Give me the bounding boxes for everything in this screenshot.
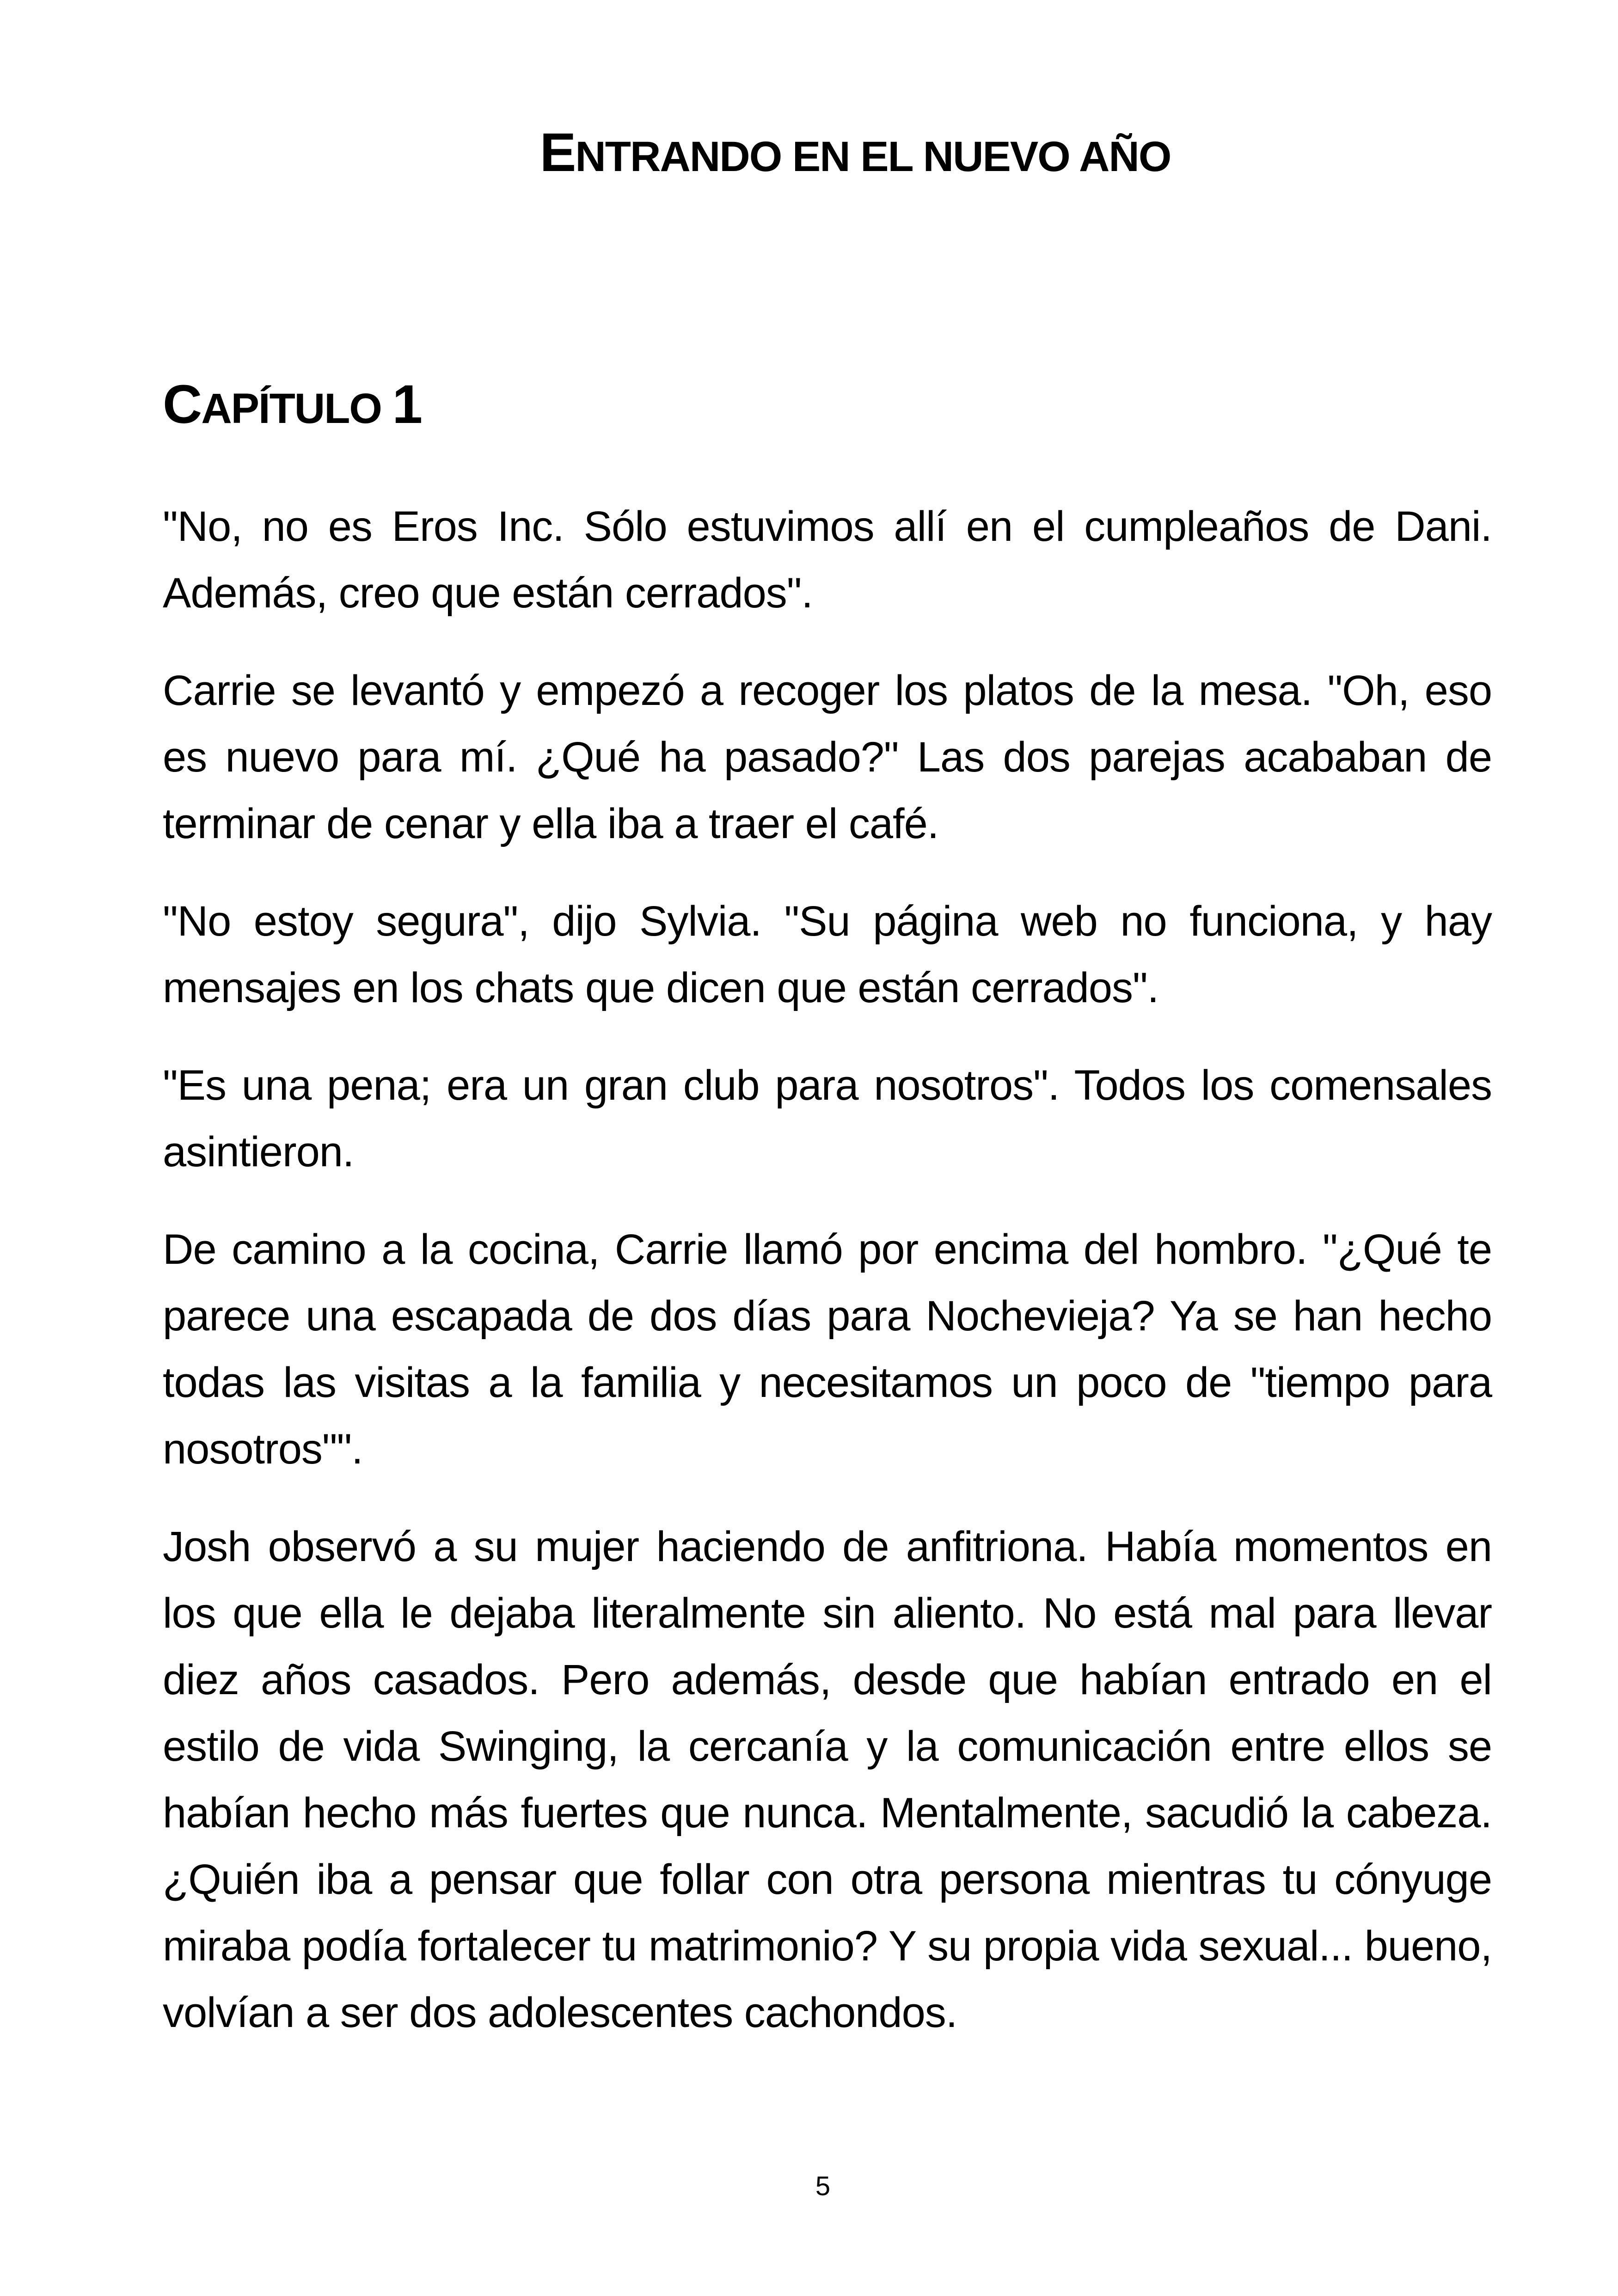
paragraph-2: Carrie se levantó y empezó a recoger los platos de la mesa. "Oh, eso es nuevo para mí. ¿Qué ha pasado?" Las dos parejas acababan de terminar de cenar y ella iba a traer el café. (163, 667, 1492, 847)
paragraph-1: "No, no es Eros Inc. Sólo estuvimos allí en el cumpleaños de Dani. Además, creo que están cerrados". (163, 503, 1492, 617)
book-title (0, 118, 1618, 191)
chapter-body (163, 493, 1492, 2077)
book-title-rest: NTRANDO EN EL NUEVO AÑO (575, 133, 1171, 180)
chapter-title-initial: C (163, 374, 202, 435)
chapter-number: 1 (392, 374, 422, 435)
paragraph-4: "Es una pena; era un gran club para nosotros". Todos los comensales asintieron. (163, 1062, 1492, 1176)
paragraph-6: Josh observó a su mujer haciendo de anfitriona. Había momentos en los que ella le dejaba literalmente sin aliento. No está mal para llevar diez años casados. Pero además, desde que habían entrado en el estilo de vida Swinging, la cercanía y la comunicación entre ellos se habían hecho más fuertes que nunca. Mentalmente, sacudió la cabeza. ¿Quién iba a pensar que follar con otra persona mientras tu cónyuge miraba podía fortalecer tu matrimonio? Y su propia vida sexual... bueno, volvían a ser dos adolescentes cachondos. (163, 1523, 1492, 2036)
chapter-title (163, 370, 422, 443)
page-number: 5 (815, 2171, 831, 2201)
paragraph-3: "No estoy segura", dijo Sylvia. "Su página web no funciona, y hay mensajes en los chats que dicen que están cerrados". (163, 898, 1492, 1011)
book-title-initial: E (539, 122, 576, 183)
chapter-title-rest: APÍTULO (201, 385, 392, 432)
paragraph-5: De camino a la cocina, Carrie llamó por encima del hombro. "¿Qué te parece una escapada de dos días para Nochevieja? Ya se han hecho todas las visitas a la familia y necesitamos un poco de "tiempo para nosotros"". (163, 1226, 1492, 1473)
